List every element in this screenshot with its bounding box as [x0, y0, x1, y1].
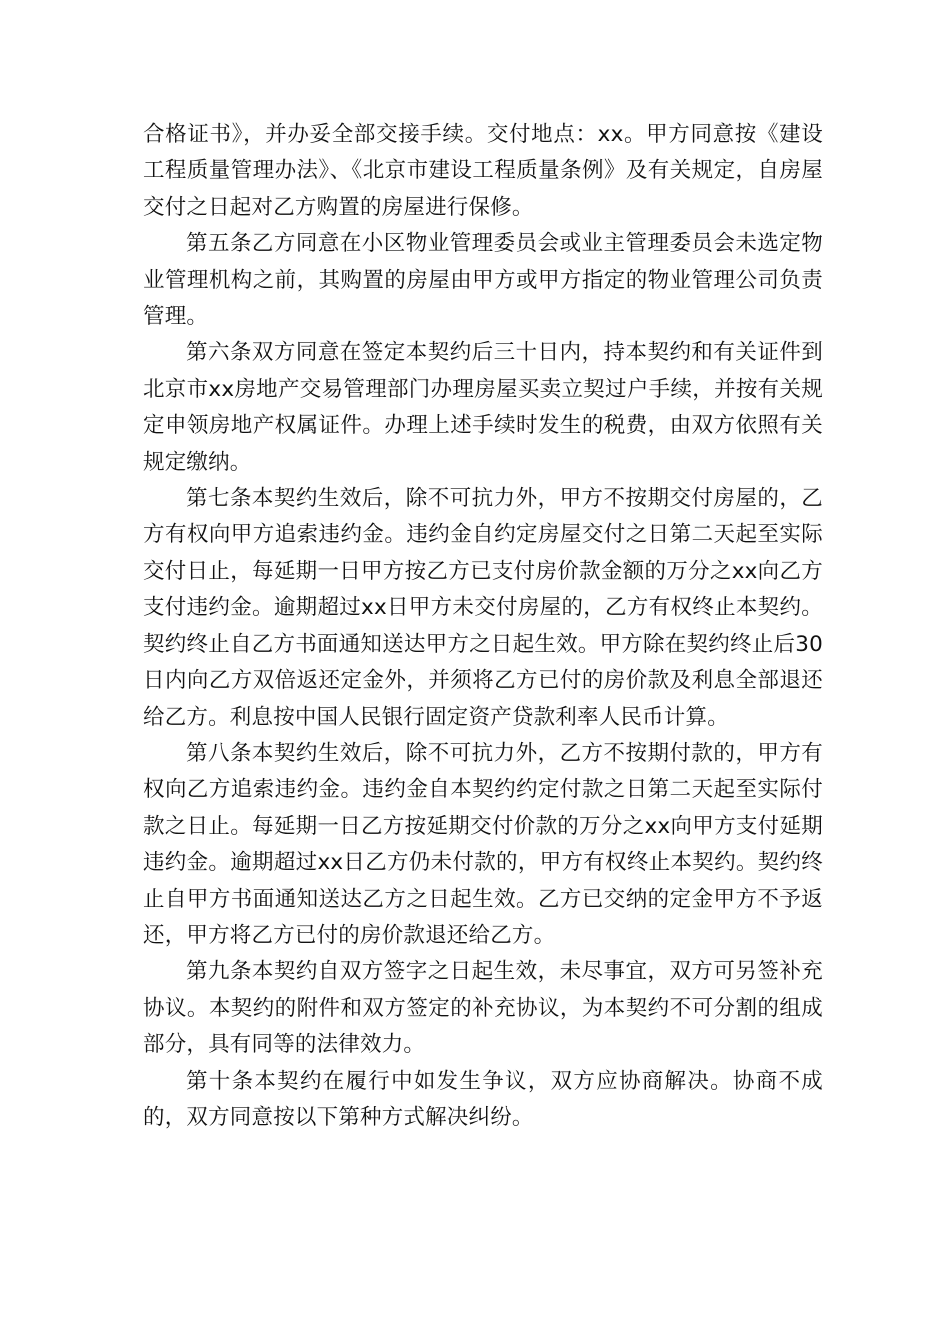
document-body — [143, 117, 823, 1136]
paragraph-article-9: 第九条本契约自双方签字之日起生效，未尽事宜，双方可另签补充协议。本契约的附件和双方签定的补充协议，为本契约不可分割的组成部分，具有同等的法律效力。 — [143, 959, 823, 1058]
paragraph-article-10: 第十条本契约在履行中如发生争议，双方应协商解决。协商不成的，双方同意按以下第种方式解决纠纷。 — [143, 1068, 823, 1130]
paragraph-article-8: 第八条本契约生效后，除不可抗力外，乙方不按期付款的，甲方有权向乙方追索违约金。违约金自本契约约定付款之日第二天起至实际付款之日止。每延期一日乙方按延期交付价款的万分之xx向甲方支付延期违约金。逾期超过xx日乙方仍未付款的，甲方有权终止本契约。契约终止自甲方书面通知送达乙方之日起生效。乙方已交纳的定金甲方不予返还，甲方将乙方已付的房价款退还给乙方。 — [143, 740, 823, 948]
paragraph-article-6: 第六条双方同意在签定本契约后三十日内，持本契约和有关证件到北京市xx房地产交易管理部门办理房屋买卖立契过户手续，并按有关规定申领房地产权属证件。办理上述手续时发生的税费，由双方依照有关规定缴纳。 — [143, 340, 823, 475]
paragraph-article-7: 第七条本契约生效后，除不可抗力外，甲方不按期交付房屋的，乙方有权向甲方追索违约金。违约金自约定房屋交付之日第二天起至实际交付日止，每延期一日甲方按乙方已支付房价款金额的万分之xx向乙方支付违约金。逾期超过xx日甲方未交付房屋的，乙方有权终止本契约。契约终止自乙方书面通知送达甲方之日起生效。甲方除在契约终止后30日内向乙方双倍返还定金外，并须将乙方已付的房价款及利息全部退还给乙方。利息按中国人民银行固定资产贷款利率人民币计算。 — [143, 486, 823, 730]
paragraph-article-5: 第五条乙方同意在小区物业管理委员会或业主管理委员会未选定物业管理机构之前，其购置的房屋由甲方或甲方指定的物业管理公司负责管理。 — [143, 231, 823, 330]
paragraph-continuation: 合格证书》，并办妥全部交接手续。交付地点：xx。甲方同意按《建设工程质量管理办法》、《北京市建设工程质量条例》及有关规定，自房屋交付之日起对乙方购置的房屋进行保修。 — [143, 122, 823, 220]
